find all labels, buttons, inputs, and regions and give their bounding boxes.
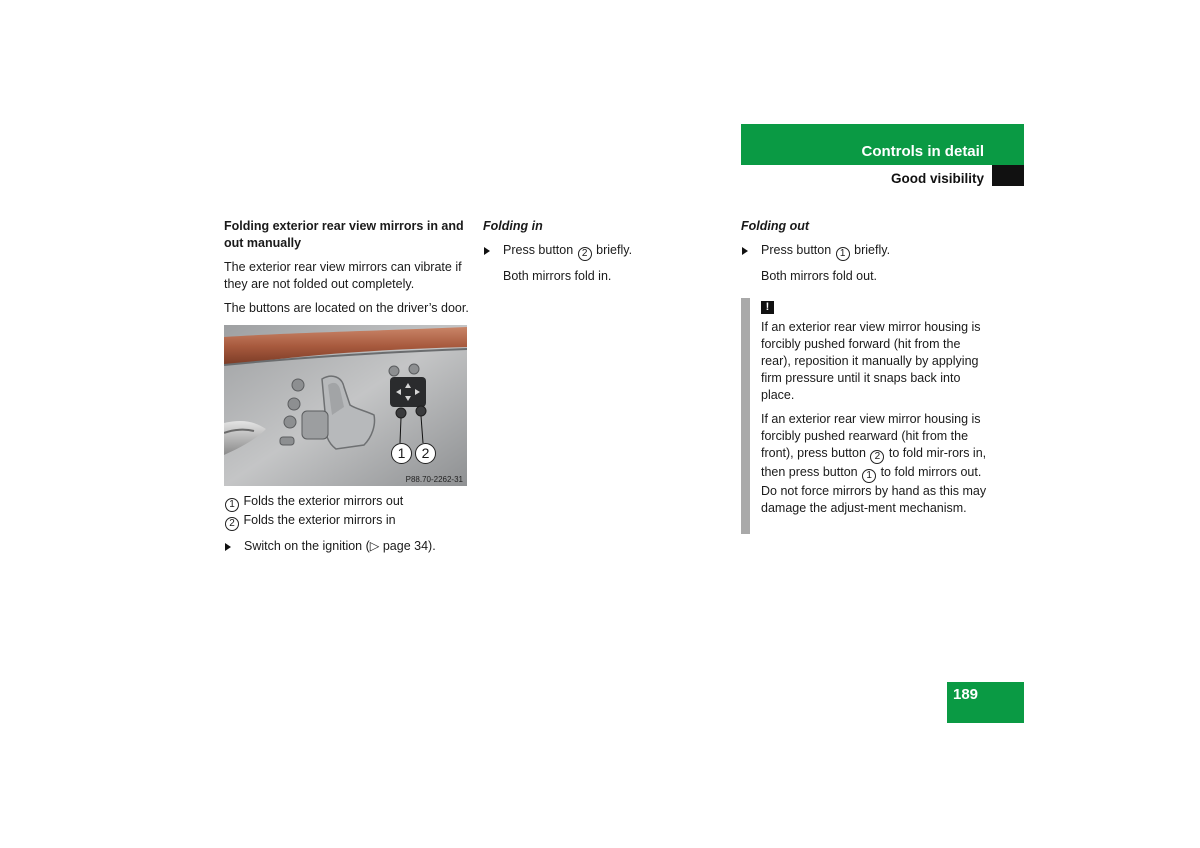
legend-item	[224, 493, 469, 512]
column-middle	[483, 218, 723, 292]
step-text: Press button	[761, 243, 832, 257]
callout-2: 2	[415, 443, 436, 464]
bullet-arrow-icon	[742, 247, 748, 255]
legend-number: 1	[225, 498, 239, 512]
instruction-step	[224, 538, 469, 555]
column-right	[741, 218, 991, 524]
button-number: 2	[870, 450, 884, 464]
page-number: 189	[947, 682, 1024, 723]
legend-text: Folds the exterior mirrors out	[243, 494, 404, 508]
step-text: Press button	[503, 243, 574, 257]
result-text: Both mirrors fold in.	[503, 269, 612, 283]
result-text: Both mirrors fold out.	[761, 269, 878, 283]
subsection-title: Good visibility	[890, 171, 984, 186]
warning-text: to fold mir-rors in, then press button	[761, 446, 987, 479]
warning-paragraph-2	[761, 411, 991, 517]
button-number: 1	[836, 247, 850, 261]
button-number: 2	[578, 247, 592, 261]
topic-heading: Folding exterior rear view mirrors in and out manually	[224, 219, 464, 250]
section-header	[741, 124, 1024, 165]
step-text-end: briefly.	[596, 243, 633, 257]
legend-item	[224, 512, 469, 531]
legend-number: 2	[225, 517, 239, 531]
warning-text: If an exterior rear view mirror housing is forcibly pushed rearward (hit from the front), press button	[761, 412, 981, 460]
door-controls-photo	[224, 325, 467, 486]
folding-in-heading: Folding in	[483, 219, 543, 233]
instruction-step	[741, 242, 991, 261]
warning-paragraph-1: If an exterior rear view mirror housing is forcibly pushed forward (hit from the rear), reposition it manually by applying firm pressure until it snaps back into place.	[761, 320, 981, 402]
warning-box	[741, 298, 991, 517]
intro-paragraph: The exterior rear view mirrors can vibrate if they are not folded out completely.	[224, 260, 462, 291]
subsection-marker	[992, 165, 1024, 186]
callout-legend	[224, 493, 469, 531]
step-text: Switch on the ignition (▷ page 34).	[244, 539, 436, 553]
warning-bar	[741, 298, 750, 534]
button-number: 1	[862, 469, 876, 483]
warning-icon: !	[761, 301, 774, 314]
step-text-end: briefly.	[854, 243, 891, 257]
folding-out-heading: Folding out	[741, 219, 810, 233]
bullet-arrow-icon	[225, 543, 231, 551]
legend-text: Folds the exterior mirrors in	[243, 513, 396, 527]
column-left	[224, 218, 469, 562]
section-title: Controls in detail	[861, 143, 984, 160]
warning-text: to fold mirrors out. Do not force mirrors by hand as this may damage the adjust-ment mechanism.	[761, 465, 987, 515]
location-paragraph: The buttons are located on the driver’s door.	[224, 301, 469, 315]
instruction-step	[483, 242, 723, 261]
callout-1: 1	[391, 443, 412, 464]
bullet-arrow-icon	[484, 247, 490, 255]
image-reference-code: P88.70-2262-31	[405, 475, 463, 484]
